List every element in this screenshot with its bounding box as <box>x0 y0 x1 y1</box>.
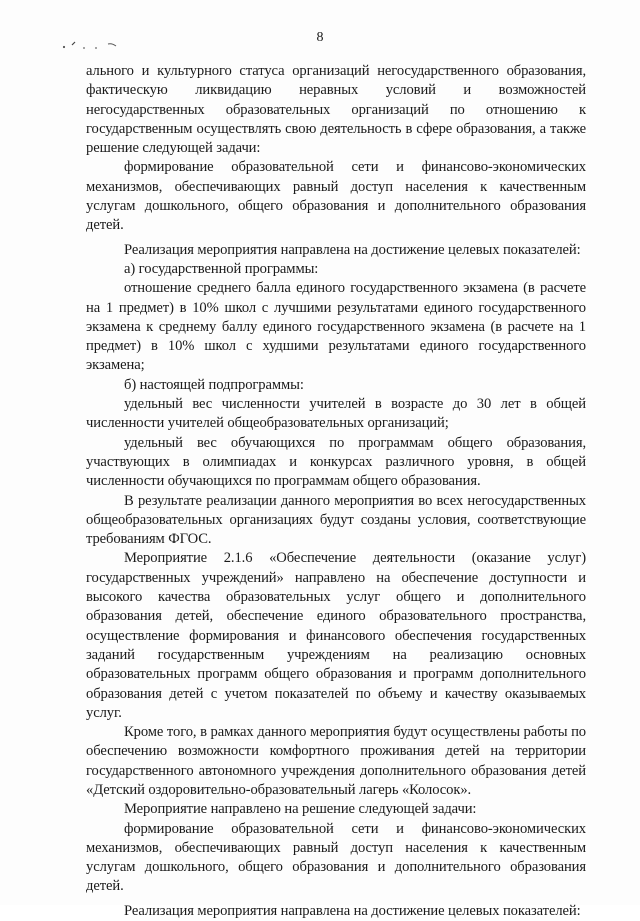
paragraph: а) государственной программы: <box>124 260 319 277</box>
paragraph: б) настоящей подпрограммы: <box>124 376 304 393</box>
paragraph: удельный вес обучающихся по программам общего образования, участвующих в олимпиадах и конкурсах различного уровня, в общей численности обучающихся по программам общего образования. <box>86 434 586 490</box>
paragraph: формирование образовательной сети и финансово-экономических механизмов, обеспечивающих равный доступ населения к качественным услугам дошкольного, общего образования и дополнительного образования детей. <box>86 820 586 895</box>
page-number: 8 <box>316 30 324 45</box>
paragraph: удельный вес численности учителей в возрасте до 30 лет в общей численности учителей общеобразовательных организаций; <box>86 396 586 432</box>
paragraph: В результате реализации данного мероприятия во всех негосударственных общеобразовательных организациях будут созданы условия, соответствующие требованиям ФГОС. <box>86 492 586 548</box>
document-body <box>86 62 586 921</box>
paragraph: Реализация мероприятия направлена на достижение целевых показателей: <box>124 241 581 258</box>
paragraph: формирование образовательной сети и финансово-экономических механизмов, обеспечивающих равный доступ населения к качественным услугам дошкольного, общего образования и дополнительного образования детей. <box>86 159 586 234</box>
paragraph: Кроме того, в рамках данного мероприятия будут осуществлены работы по обеспечению возможности комфортного проживания детей на территории государственного автономного учреждения дополнительного образования детей «Детский оздоровительно-образовательный лагерь «Колосок». <box>86 724 586 798</box>
paragraph: ального и культурного статуса организаций негосударственного образования, фактическую ликвидацию неравных условий и возможностей негосударственных образовательных организаций по отношению к государственным осуществлять свою деятельность в сфере образования, а также решение следующей задачи: <box>86 63 586 157</box>
paragraph: отношение среднего балла единого государственного экзамена (в расчете на 1 предмет) в 10% школ с лучшими результатами единого государственного экзамена к среднему баллу единого государственного экзамена (в расчете на 1 предмет) в 10% школ с худшими результатами единого государственного экзамена; <box>86 280 586 374</box>
paragraph: Мероприятие 2.1.6 «Обеспечение деятельности (оказание услуг) государственных учреждений» направлено на обеспечение доступности и высокого качества образовательных услуг общего и дополнительного образования детей, обеспечение единого образовательного пространства, осуществление формирования и финансового обеспечения государственных заданий государственным учреждениям на реализацию основных образовательных программ общего образования и программ дополнительного образования детей с учетом показателей по объему и качеству оказываемых услуг. <box>86 550 586 721</box>
paragraph: Мероприятие направлено на решение следующей задачи: <box>124 801 477 818</box>
paragraph: Реализация мероприятия направлена на достижение целевых показателей: <box>124 902 581 919</box>
